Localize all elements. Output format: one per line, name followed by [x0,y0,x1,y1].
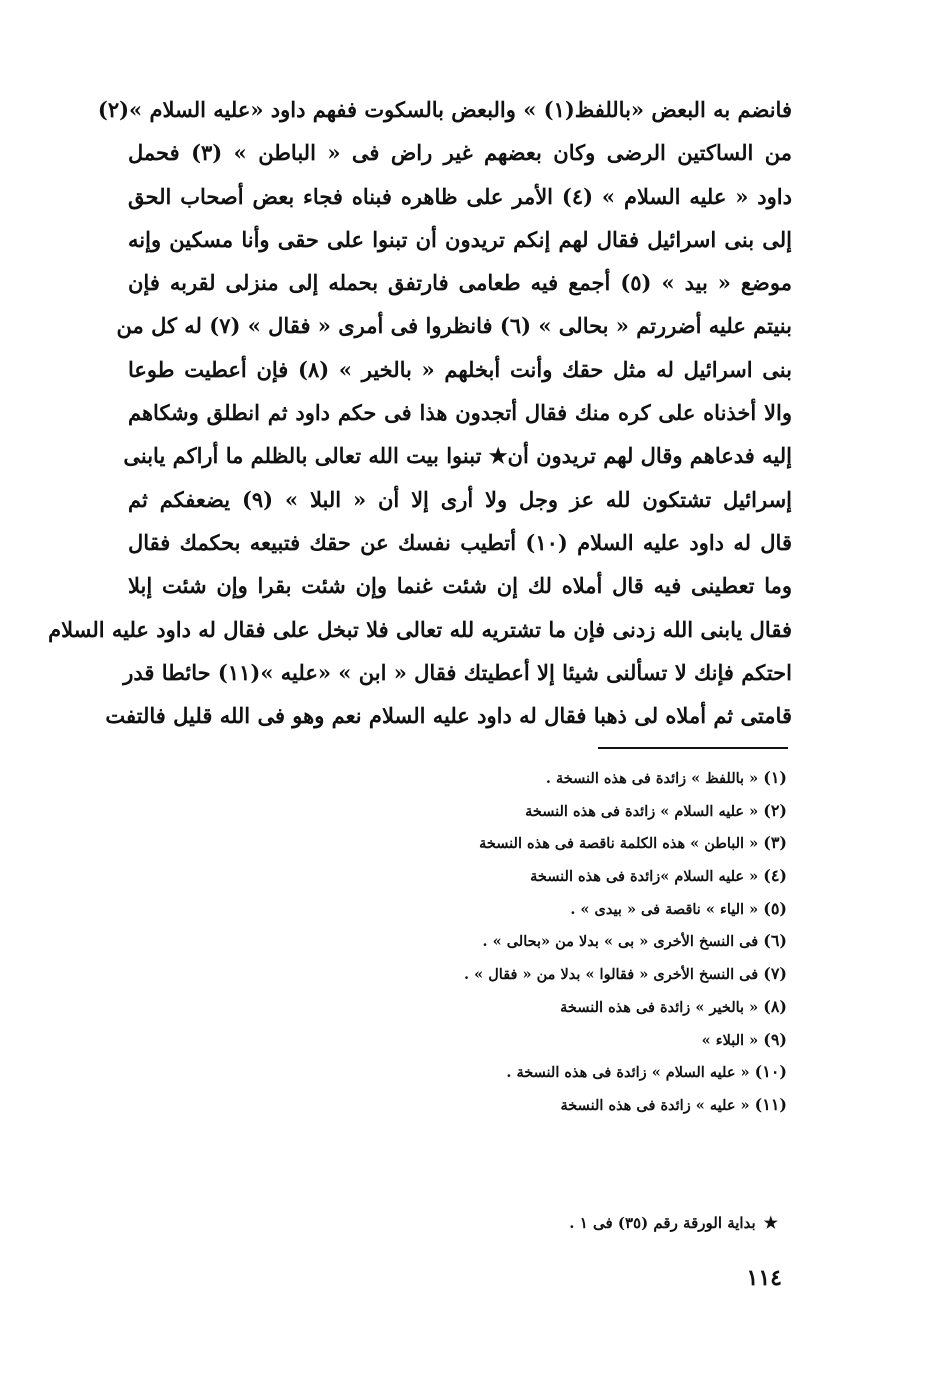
footnote [380,991,787,1024]
footnote [380,827,787,860]
footnote-number: (٩) [763,1029,787,1049]
text-line: موضع « بيد » (٥) أجمع فيه طعامى فارتفق بحمله إلى منزلى لقربه فإن [128,270,792,296]
footnote-number: (١٠) [754,1062,787,1082]
text-line: احتكم فإنك لا تسألنى شيئا إلا أعطيتك فقال « ابن » «عليه »(١١) حائطا قدر [123,659,792,685]
footnote [380,958,787,991]
footnote-number: (١) [763,768,787,787]
footnote-text: « البلاء » [701,1031,759,1049]
footnote-number: (٨) [763,996,787,1016]
footnote-text: « عليه السلام »زائدة فى هذه النسخة [530,868,759,886]
footnote [380,1056,787,1089]
text-line: إليه فدعاهم وقال لهم تريدون أن★ تبنوا بيت الله تعالى بالظلم ما أراكم يابنى [123,443,792,469]
footnote [380,1089,787,1122]
footnote [380,795,787,828]
text-line: إسرائيل تشتكون لله عز وجل ولا أرى إلا أن « البلا » (٩) يضعفكم ثم [128,486,792,512]
text-line: قامتى ثم أملاه لى ذهبا فقال له داود عليه السلام نعم وهو فى الله قليل فالتفت [105,703,792,729]
text-line: إلى بنى اسرائيل فقال لهم إنكم تريدون أن تبنوا على حقى وأنا مسكين وإنه [128,226,792,252]
footnote-text: فى النسخ الأخرى « بى » بدلا من «بحالى » . [482,933,759,951]
footnote-number: (٧) [763,964,787,984]
footnote-number: (٢) [763,800,787,820]
footnote [380,893,787,926]
text-line: قال له داود عليه السلام (١٠) أتطيب نفسك عن حقك فتبيعه بحكمك فقال [128,529,792,555]
footnote-text: « باللفظ » زائدة فى هذه النسخة . [545,770,759,787]
footnote-number: (٥) [763,898,787,918]
footnote-number: (٣) [763,833,787,853]
footnote [380,762,787,795]
text-line: بنيتم عليه أضررتم « بحالى » (٦) فانظروا فى أمرى « فقال » (٧) له كل من [116,313,792,339]
footnote-text: « عليه » زائدة فى هذه النسخة [560,1096,750,1114]
page-number: ١١٤ [746,1265,782,1291]
footnote-text: فى النسخ الأخرى « فقالوا » بدلا من « فقال » . [464,966,759,984]
text-line: بنى اسرائيل له مثل حقك وأنت أبخلهم « بالخير » (٨) فإن أعطيت طوعا [128,356,792,382]
footnote [380,1024,787,1057]
text-line: فقال يابنى الله زدنى فإن ما تشتريه لله تعالى فلا تبخل على فقال له داود عليه السلام [48,616,792,642]
text-line: والا أخذناه على كره منك فقال أتجدون هذا فى حكم داود ثم انطلق وشكاهم [128,400,792,426]
footnote [380,860,787,893]
star-icon: ★ [763,1213,778,1232]
folio-note-text: بداية الورقة رقم (٣٥) فى ١ . [569,1214,756,1232]
footnote-number: (٤) [763,866,787,886]
footnote-text: « عليه السلام » زائدة فى هذه النسخة [525,802,759,820]
text-line: وما تعطينى فيه قال أملاه لك إن شئت غنما وإن شئت بقرا وإن شئت إبلا [128,573,792,599]
footnote-number: (١١) [754,1094,787,1114]
main-text-block [48,88,792,737]
footnote [380,925,787,958]
footnote-text: « الباطن » هذه الكلمة ناقصة فى هذه النسخة [479,835,759,853]
text-line: داود « عليه السلام » (٤) الأمر على ظاهره فبناه فجاء بعض أصحاب الحق [128,183,792,209]
footnote-number: (٦) [763,931,787,951]
footnote-separator [598,747,788,749]
footnote-text: « بالخير » زائدة فى هذه النسخة [560,998,759,1016]
footnote-text: « الياء » ناقصة فى « بيدى » . [570,900,759,918]
text-line: فانضم به البعض «باللفظ(١) » والبعض بالسكوت ففهم داود «عليه السلام »(٢) [97,97,792,122]
footnote-text: « عليه السلام » زائدة فى هذه النسخة . [506,1064,750,1082]
footnotes-list [380,762,787,1122]
text-line: من الساكتين الرضى وكان بعضهم غير راض فى « الباطن » (٣) فحمل [128,140,792,166]
folio-note [380,1206,778,1240]
